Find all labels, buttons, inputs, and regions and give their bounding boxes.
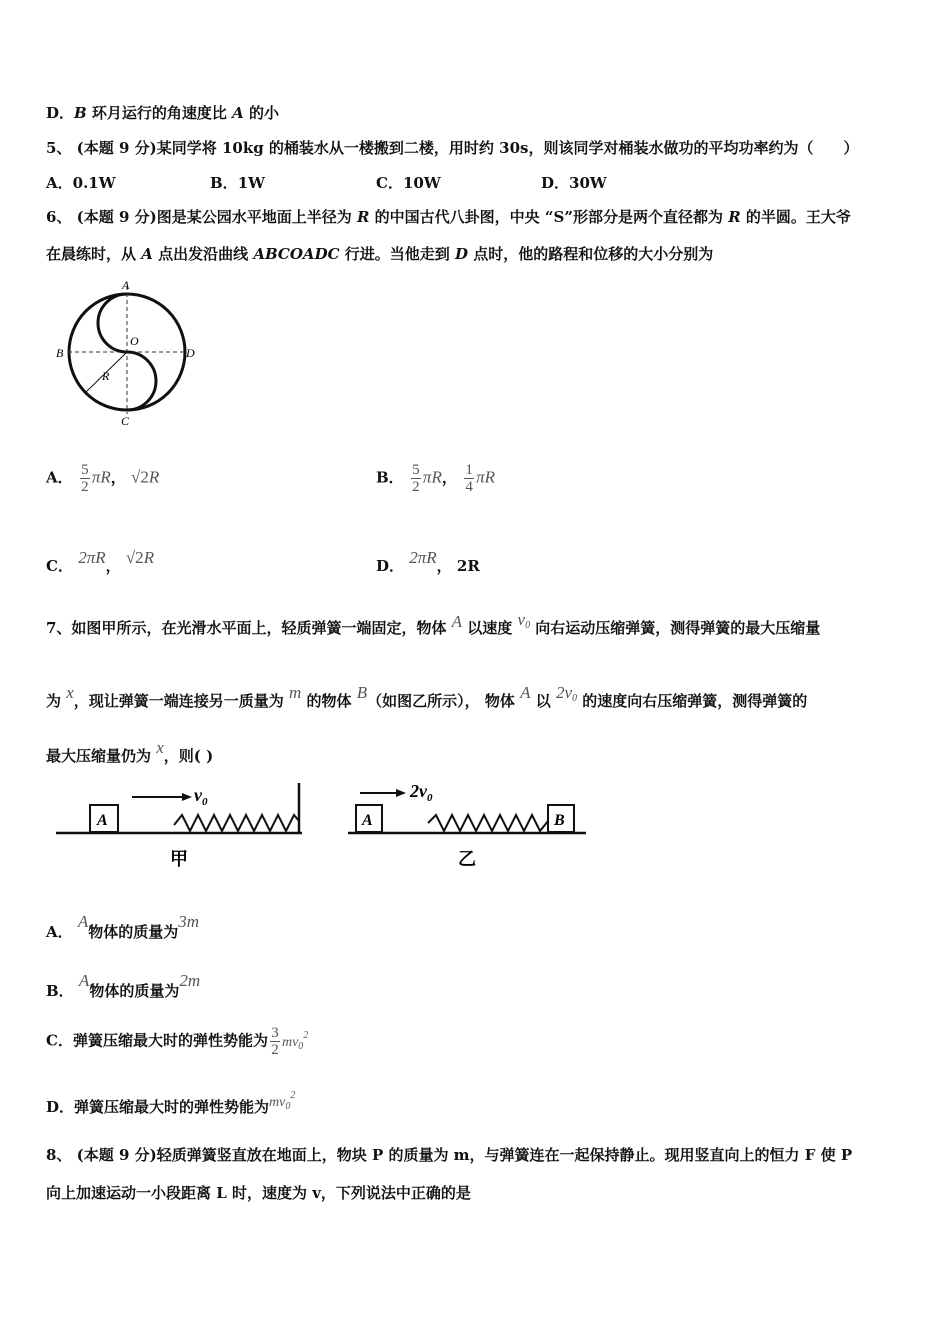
q6-option-b: B． $\frac{5}{2}$ πR， $\frac{1}{4}$ πR [376,462,495,495]
q6-option-c: C． 2πR， √2R [46,548,155,575]
label-r: R [102,369,110,383]
velocity-label-yi: $2v_0$ [410,781,433,804]
spring-figure [52,775,592,875]
label-o: O [130,334,139,348]
label-c: C [121,414,130,428]
block-a-yi-label: A [362,812,373,829]
q7-option-d: D．弹簧压缩最大时的弹性势能为$mv_0^2$ [46,1090,296,1116]
label-b: B [56,346,64,360]
q6-stem-line2: 在晨练时，从 A 点出发沿曲线 ABCOADC 行进。当他走到 D 点时，他的路程和位移的大小分别为 [46,245,714,263]
q7-stem-line3: 最大压缩量仍为 x，则( ) [46,738,214,765]
q5-option-a: A．0.1W [46,174,116,192]
label-d: D [186,346,195,360]
q7-stem-line2: 为 x，现让弹簧一端连接另一质量为 m 的物体 B（如图乙所示）， 物体 A 以 $2v_0$ 的速度向右压缩弹簧，测得弹簧的 [46,683,808,710]
velocity-arrowhead-yi [396,789,406,797]
q6-option-a: A． $\frac{5}{2}$ πR， √2R [46,462,160,495]
q7-option-b: B． A物体的质量为2m [46,971,201,1000]
velocity-label-jia: $v_0$ [194,785,208,808]
spring-jia [174,815,299,831]
q5-option-d: D．30W [541,174,607,192]
q7-option-c: C．弹簧压缩最大时的弹性势能为 $\frac{3}{2}$ $mv_0^2$ [46,1025,309,1058]
q5-stem: 5、 (本题 9 分)某同学将 10kg 的桶装水从一楼搬到二楼，用时约 30s，则该同学对桶装水做功的平均功率约为（ ） [46,139,859,157]
q4-option-d: D．B 环月运行的角速度比 A 的小 [46,104,280,122]
label-a: A [122,278,130,292]
velocity-arrowhead-jia [182,793,192,801]
q5-option-b: B．1W [210,174,265,192]
q7-option-a: A． A物体的质量为3m [46,912,200,941]
figure-yi [348,781,586,869]
spring-yi [428,815,548,831]
bagua-figure [52,278,212,428]
q6-option-d: D． 2πR， 2R [376,548,480,575]
block-b-yi-label: B [554,812,565,829]
caption-yi: 乙 [458,849,476,869]
block-a-jia-label: A [97,812,108,829]
figure-jia [56,783,302,869]
q7-stem-line1: 7、如图甲所示，在光滑水平面上，轻质弹簧一端固定，物体 A 以速度 $v_0$ 向右运动压缩弹簧，测得弹簧的最大压缩量 [46,610,821,637]
q8-stem-line1: 8、 (本题 9 分)轻质弹簧竖直放在地面上，物块 P 的质量为 m，与弹簧连在一起保持静止。现用竖直向上的恒力 F 使 P [46,1146,853,1164]
q8-stem-line2: 向上加速运动一小段距离 L 时，速度为 v，下列说法中正确的是 [46,1184,471,1202]
caption-jia: 甲 [170,849,188,869]
q5-option-c: C．10W [376,174,441,192]
q6-stem-line1: 6、 (本题 9 分)图是某公园水平地面上半径为 R 的中国古代八卦图，中央 “S”形部分是两个直径都为 R 的半圆。王大爷 [46,208,851,226]
